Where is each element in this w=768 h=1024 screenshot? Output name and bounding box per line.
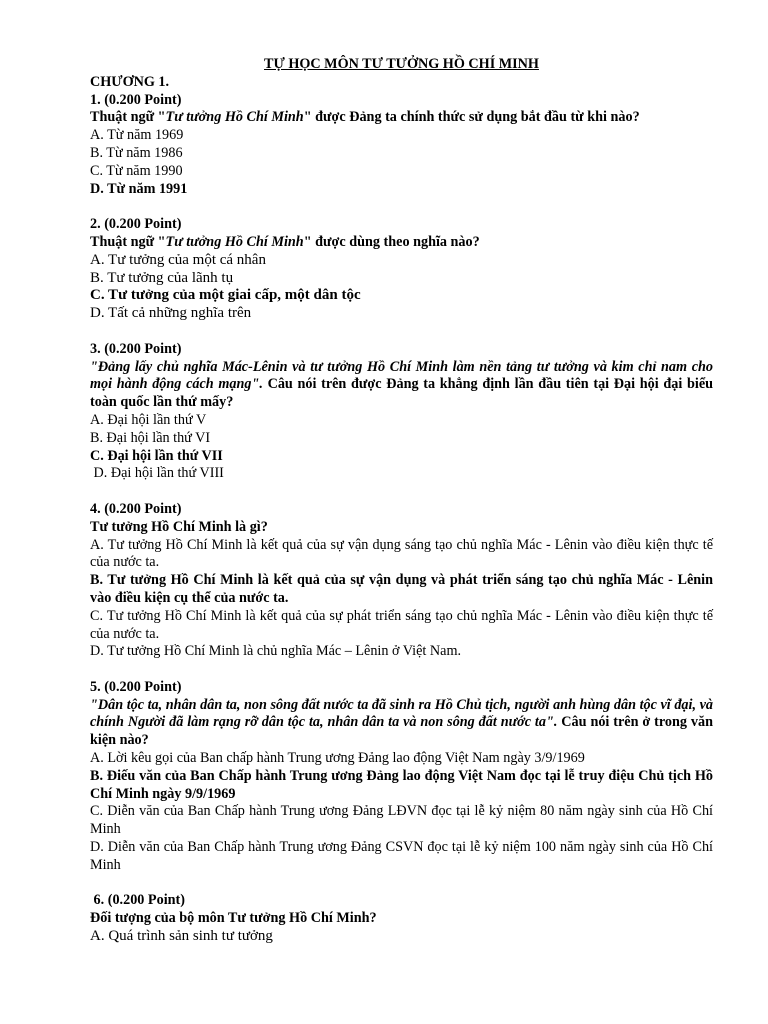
- stem-text: Thuật ngữ ": [90, 233, 166, 250]
- question-number: 4. (0.200 Point): [90, 500, 182, 517]
- question-2: [90, 216, 713, 323]
- option-b: B. Đại hội lần thứ VI: [90, 429, 211, 446]
- option-a: A. Từ năm 1969: [90, 127, 184, 144]
- question-number: 1. (0.200 Point): [90, 91, 182, 108]
- option-b-correct: B. Điếu văn của Ban Chấp hành Trung ương Đảng lao động Việt Nam đọc tại lễ truy điệu Chủ tịch Hồ Chí Minh ngày 9/9/1969: [90, 767, 713, 802]
- question-stem: [90, 109, 713, 127]
- question-stem: [90, 697, 713, 750]
- question-4: [90, 501, 713, 661]
- option-a: A. Quá trình sản sinh tư tưởng: [90, 928, 273, 945]
- option-c: C. Diễn văn của Ban Chấp hành Trung ương Đảng LĐVN đọc tại lễ kỷ niệm 80 năm ngày sinh của Hồ Chí Minh: [90, 803, 713, 838]
- option-a: A. Lời kêu gọi của Ban chấp hành Trung ương Đảng lao động Việt Nam ngày 3/9/1969: [90, 750, 585, 767]
- stem-italic: "Đảng lấy chủ nghĩa Mác-Lênin và tư tưởng Hồ Chí Minh làm nền tảng tư tưởng và kim chỉ nam cho mọi hành động cách mạng".: [90, 358, 713, 393]
- option-a: A. Đại hội lần thứ V: [90, 411, 207, 428]
- document-page: [90, 56, 713, 964]
- stem-text: " được dùng theo nghĩa nào?: [303, 233, 480, 250]
- option-b-correct: B. Tư tưởng Hồ Chí Minh là kết quả của sự vận dụng và phát triển sáng tạo chủ nghĩa Mác - Lênin vào điều kiện cụ thể của nước ta.: [90, 572, 713, 606]
- question-number: 3. (0.200 Point): [90, 340, 182, 357]
- question-6: [90, 892, 713, 945]
- question-stem: Tư tưởng Hồ Chí Minh là gì?: [90, 518, 268, 535]
- option-c: C. Tư tưởng Hồ Chí Minh là kết quả của sự phát triển sáng tạo chủ nghĩa Mác - Lênin vào điều kiện thực tế của nước ta.: [90, 607, 713, 642]
- option-c: C. Từ năm 1990: [90, 162, 183, 179]
- question-number: 2. (0.200 Point): [90, 216, 182, 233]
- question-5: [90, 679, 713, 875]
- option-d-correct: D. Từ năm 1991: [90, 180, 188, 197]
- option-d: D. Tư tưởng Hồ Chí Minh là chủ nghĩa Mác – Lênin ở Việt Nam.: [90, 643, 462, 660]
- option-d: D. Diễn văn của Ban Chấp hành Trung ương Đảng CSVN đọc tại lễ kỷ niệm 100 năm ngày sinh của Hồ Chí Minh: [90, 839, 713, 873]
- option-a: A. Tư tưởng Hồ Chí Minh là kết quả của sự vận dụng sáng tạo chủ nghĩa Mác - Lênin vào điều kiện thực tế của nước ta.: [90, 536, 713, 571]
- stem-text: Câu nói trên được Đảng ta khẳng định lần đầu tiên tại Đại hội đại biểu toàn quốc lần thứ mấy?: [90, 376, 714, 411]
- option-a: A. Tư tưởng của một cá nhân: [90, 251, 266, 268]
- question-stem: [90, 359, 713, 412]
- stem-text: Thuật ngữ ": [90, 109, 166, 126]
- option-d: D. Tất cả những nghĩa trên: [90, 305, 252, 322]
- question-3: [90, 341, 713, 483]
- stem-italic: Tư tưởng Hồ Chí Minh: [165, 233, 304, 250]
- option-b: B. Từ năm 1986: [90, 144, 183, 161]
- document-title: TỰ HỌC MÔN TƯ TƯỞNG HỒ CHÍ MINH: [264, 56, 539, 72]
- stem-italic: Tư tưởng Hồ Chí Minh: [165, 109, 304, 126]
- stem-text: " được Đảng ta chính thức sử dụng bắt đầu từ khi nào?: [303, 109, 640, 126]
- stem-text: Câu nói trên ở trong văn kiện nào?: [90, 714, 713, 749]
- stem-italic: "Dân tộc ta, nhân dân ta, non sông đất nước ta đã sinh ra Hồ Chủ tịch, người anh hùng dân tộc vĩ đại, và chính Người đã làm rạng rỡ dân tộc ta, nhân dân ta và non sông đất nước ta".: [90, 696, 713, 731]
- option-d: D. Đại hội lần thứ VIII: [90, 465, 224, 482]
- question-stem: [90, 234, 713, 252]
- option-b: B. Tư tưởng của lãnh tụ: [90, 269, 234, 286]
- question-1: [90, 92, 713, 199]
- question-number: 5. (0.200 Point): [90, 678, 182, 695]
- question-stem: Đối tượng của bộ môn Tư tưởng Hồ Chí Minh?: [90, 910, 377, 927]
- question-number: 6. (0.200 Point): [90, 892, 185, 909]
- option-c-correct: C. Tư tưởng của một giai cấp, một dân tộc: [90, 287, 361, 304]
- option-c-correct: C. Đại hội lần thứ VII: [90, 447, 223, 464]
- chapter-heading: CHƯƠNG 1.: [90, 73, 170, 90]
